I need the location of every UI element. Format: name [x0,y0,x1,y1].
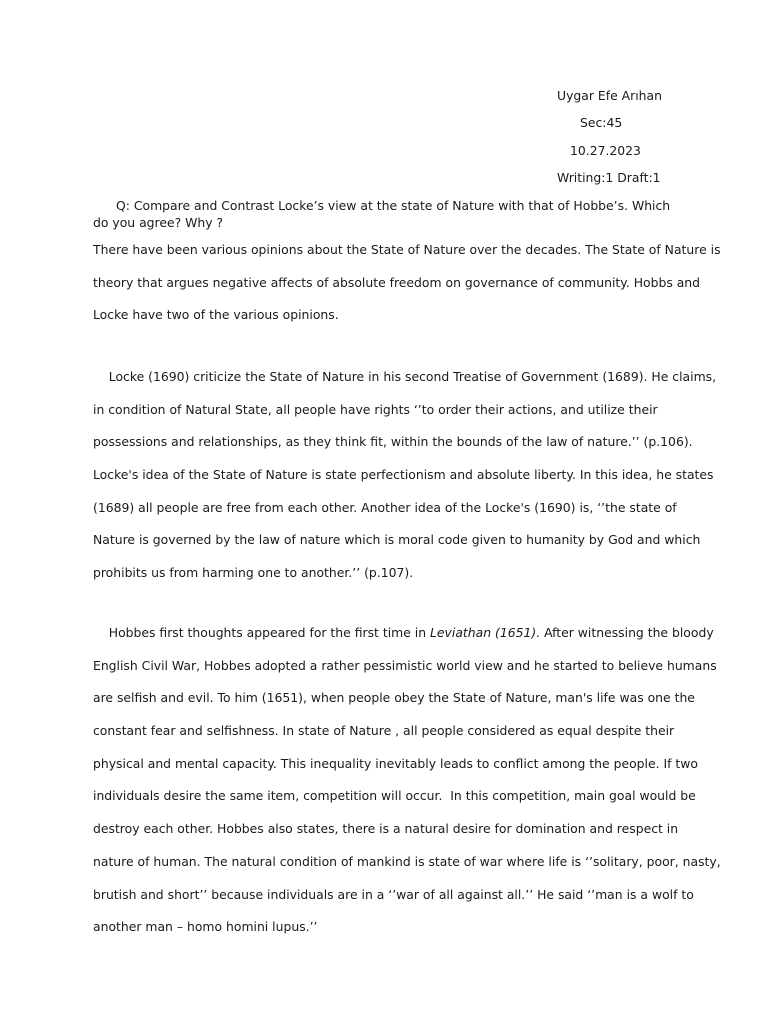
text-line: Locke (1690) criticize the State of Nature in his second Treatise of Government (1689). He claims, [93,369,717,384]
paragraph-intro [93,242,721,340]
text-line: prohibits us from harming one to another.’’ (p.107). [93,565,414,581]
text-line: English Civil War, Hobbes adopted a rather pessimistic world view and he started to believe humans [93,657,717,673]
text-line: There have been various opinions about the State of Nature over the decades. The State of Nature is [93,242,721,257]
writing-draft-label: Writing:1 Draft:1 [557,170,661,185]
text-line: brutish and short’’ because individuals are in a ‘’war of all against all.’’ He said ‘’man is a wolf to [93,886,694,902]
section-number: Sec:45 [580,115,623,130]
essay-question: Q: Compare and Contrast Locke’s view at the state of Nature with that of Hobbe’s. Which do you agree? Why ? [93,198,671,230]
document-date: 10.27.2023 [570,143,641,158]
text-line: individuals desire the same item, competition will occur. In this competition, main goal would be [93,788,696,804]
text-line: are selfish and evil. To him (1651), when people obey the State of Nature, man's life was one the [93,690,695,706]
text-line: Locke's idea of the State of Nature is state perfectionism and absolute liberty. In this idea, he states [93,467,714,483]
paragraph-hobbes [93,625,721,952]
text-line: nature of human. The natural condition of mankind is state of war where life is ‘’solitary, poor, nasty, [93,853,721,869]
text-line: Locke have two of the various opinions. [93,307,339,323]
text-line: (1689) all people are free from each other. Another idea of the Locke's (1690) is, ‘’the state of [93,499,677,515]
book-title: Leviathan (1651). [430,625,541,640]
text-line: possessions and relationships, as they think fit, within the bounds of the law of nature.’’ (p.106). [93,434,693,450]
text-line: destroy each other. Hobbes also states, there is a natural desire for domination and respect in [93,821,679,837]
text-line [93,625,714,658]
text-segment: Hobbes first thoughts appeared for the first time in [93,625,431,640]
text-line: in condition of Natural State, all people have rights ‘’to order their actions, and utilize their [93,401,658,417]
text-line: theory that argues negative affects of absolute freedom on governance of community. Hobbs and [93,274,701,290]
text-line: constant fear and selfishness. In state of Nature , all people considered as equal despite their [93,723,675,739]
text-line: physical and mental capacity. This inequality inevitably leads to conflict among the people. If two [93,755,698,771]
text-segment: After witnessing the bloody [540,625,714,640]
text-line: Nature is governed by the law of nature which is moral code given to humanity by God and which [93,532,701,548]
paragraph-locke [93,369,717,598]
author-name: Uygar Efe Arıhan [557,88,662,103]
text-line: another man – homo homini lupus.’’ [93,919,318,935]
